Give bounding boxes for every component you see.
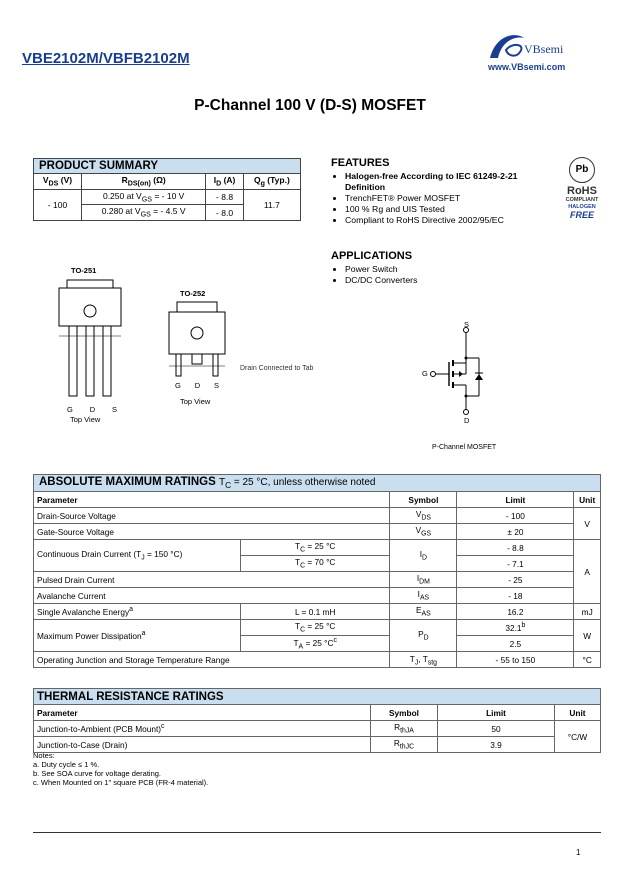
list-item: c. When Mounted on 1" square PCB (FR-4 material). bbox=[33, 778, 209, 787]
list-item: • DC/DC Converters bbox=[345, 275, 417, 286]
page-number: 1 bbox=[576, 848, 581, 857]
list-item: • 100 % Rg and UIS Tested bbox=[345, 204, 559, 215]
table-row: Pulsed Drain Current $I_{DM}$ - 25 bbox=[34, 572, 601, 588]
notes: Notes: a. Duty cycle ≤ 1 %. b. See SOA curve for voltage derating. c. When Mounted on 1" square PCB (FR-4 material). bbox=[33, 751, 209, 787]
table-row: Junction-to-Ambient (PCB Mount)$^c$ $R_{thJA}$ 50 °C/W bbox=[34, 721, 601, 737]
to252-pins: G D S bbox=[175, 381, 219, 390]
to251-label: TO-251 bbox=[71, 266, 97, 275]
list-item: • Compliant to RoHS Directive 2002/95/EC bbox=[345, 215, 559, 226]
col-id: $I_D$ (A) bbox=[206, 174, 243, 190]
to251-top-view: Top View bbox=[70, 415, 101, 424]
features-heading: FEATURES bbox=[331, 157, 390, 169]
col-vds: $V_{DS}$ (V) bbox=[34, 174, 82, 190]
to251-package-diagram bbox=[55, 278, 125, 408]
footer-divider bbox=[33, 832, 601, 833]
list-item: • TrenchFET® Power MOSFET bbox=[345, 193, 559, 204]
logo-url: www.VBsemi.com bbox=[488, 62, 566, 72]
to251-pins: G D S bbox=[67, 405, 117, 414]
table-row: - 100 0.250 at $V_{GS}$ = - 10 V - 8.8 11.7 bbox=[34, 189, 301, 205]
to252-label: TO-252 bbox=[180, 289, 206, 298]
schematic-caption: P-Channel MOSFET bbox=[432, 444, 497, 451]
list-item: • Halogen-free According to IEC 61249-2-21 Definition bbox=[345, 171, 559, 193]
table-row: Operating Junction and Storage Temperature Range $T_J$, $T_{stg}$ - 55 to 150 °C bbox=[34, 652, 601, 668]
abs-max-heading: ABSOLUTE MAXIMUM RATINGS $T_C = 25$ °C, unless otherwise noted bbox=[34, 475, 601, 492]
part-number: VBE2102M/VBFB2102M bbox=[22, 50, 190, 67]
list-item: a. Duty cycle ≤ 1 %. bbox=[33, 760, 100, 769]
list-item: • Power Switch bbox=[345, 264, 417, 275]
product-summary-table bbox=[33, 158, 301, 221]
applications-heading: APPLICATIONS bbox=[331, 250, 413, 262]
table-row: $T_A = 25$ $^\circ C^c$ 2.5 bbox=[34, 636, 601, 652]
table-row: $T_C = 70$ °C - 7.1 bbox=[34, 556, 601, 572]
applications-section bbox=[331, 250, 417, 286]
table-row: Avalanche Current $I_{AS}$ - 18 bbox=[34, 588, 601, 604]
table-row: 0.280 at $V_{GS}$ = - 4.5 V - 8.0 bbox=[34, 205, 301, 221]
table-row: Maximum Power Dissipation$^a$ $T_C = 25$ °C $P_D$ 32.1$^b$ W bbox=[34, 620, 601, 636]
table-row: Drain-Source Voltage $V_{DS}$ - 100 V bbox=[34, 508, 601, 524]
logo-brand: VBsemi bbox=[524, 42, 564, 56]
table-row: Junction-to-Case (Drain) $R_{thJC}$ 3.9 bbox=[34, 737, 601, 753]
vbsemi-logo bbox=[480, 30, 600, 78]
col-qg: $Q_g$ (Typ.) bbox=[243, 174, 300, 190]
thermal-heading: THERMAL RESISTANCE RATINGS bbox=[34, 689, 601, 705]
product-summary-heading: PRODUCT SUMMARY bbox=[34, 159, 301, 174]
drain-label: D bbox=[464, 416, 470, 425]
drain-tab-note: Drain Connected to Tab bbox=[240, 365, 314, 372]
gate-label: G bbox=[422, 369, 428, 378]
source-label: S bbox=[464, 320, 470, 329]
features-section bbox=[331, 157, 559, 226]
list-item: b. See SOA curve for voltage derating. bbox=[33, 769, 161, 778]
to252-package-diagram bbox=[163, 300, 233, 382]
thermal-resistance-table: THERMAL RESISTANCE RATINGS Parameter Symbol Limit Unit Junction-to-Ambient (PCB Mount)$^c$ $R_{thJA}$ 50 °C/W Junction-to-Case (Drain) $R_{thJC}$ 3.9 bbox=[33, 688, 601, 753]
table-row: Continuous Drain Current ($T_J = 150$ °C) $T_C = 25$ °C $I_D$ - 8.8 A bbox=[34, 540, 601, 556]
table-row: Single Avalanche Energy$^a$ L = 0.1 mH $E_{AS}$ 16.2 mJ bbox=[34, 604, 601, 620]
pb-free-icon: Pb bbox=[569, 157, 595, 183]
page-title: P-Channel 100 V (D-S) MOSFET bbox=[194, 97, 426, 114]
col-rds: $R_{DS(on)}$ (Ω) bbox=[81, 174, 205, 190]
absolute-max-ratings-table: ABSOLUTE MAXIMUM RATINGS $T_C = 25$ °C, unless otherwise noted Parameter Symbol Limit Unit Drain-Source Voltage $V_{DS}$ - 100 V Gate-Source Voltage $V_{GS}$ ± 20 Continuous Drain Current ($T_J = 150$ °C) $T_C = 25$ °C $I_D$ - 8.8 A $T_C = 70$ °C - 7.1 Pulsed Drain Current $I_{DM}$ - 25 Avalanche Current $I_{AS}$ - 18 Single Avalanche Energy$^a$ L = 0.1 mH $E_{AS}$ 16.2 mJ Maximum Power Dissipation$^a$ $T_C = 25$ °C $P_D$ 32.1$^b$ W $T_A = 25$ $^\circ C^c$ 2.5 Operating Junction and Storage Temperature Range $T_J$, $T_{stg}$ - 55 to 150 °C bbox=[33, 474, 601, 668]
to252-top-view: Top View bbox=[180, 397, 211, 406]
p-channel-mosfet-symbol bbox=[415, 318, 505, 428]
rohs-badge: Pb RoHS COMPLIANT HALOGEN FREE bbox=[562, 157, 602, 220]
table-row: Gate-Source Voltage $V_{GS}$ ± 20 bbox=[34, 524, 601, 540]
